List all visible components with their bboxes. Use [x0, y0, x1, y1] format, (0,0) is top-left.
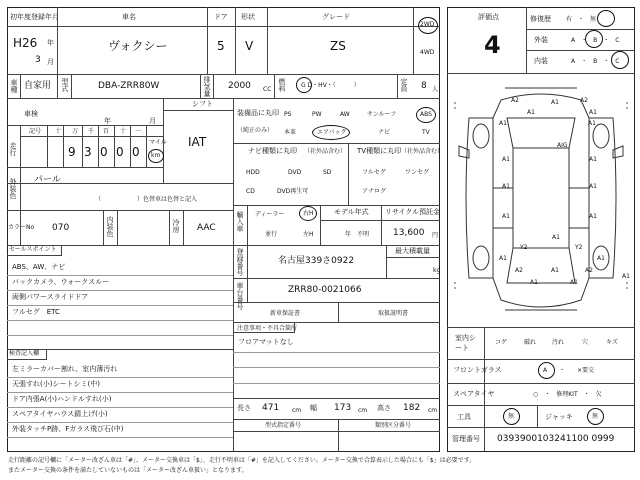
- seat-item: キズ: [606, 339, 618, 346]
- int-score-label: 内装: [534, 57, 548, 65]
- damage-mark: A2: [585, 267, 593, 274]
- tv-item: アナログ: [362, 188, 387, 195]
- ac-type: AAC: [197, 223, 216, 233]
- ext-score-options: A ・ B ・ C: [571, 37, 620, 44]
- import-parallel: 並行: [265, 231, 278, 238]
- damage-mark: A1: [570, 279, 578, 286]
- damage-mark: A1: [499, 120, 507, 127]
- navi-label: ナビ種類に丸印: [248, 147, 297, 155]
- damage-mark: A1: [589, 183, 597, 190]
- damage-mark: A1: [589, 156, 597, 163]
- equipment-item: TV: [422, 129, 430, 136]
- exterior-note: （ ）色替車は色替と記入: [95, 196, 198, 203]
- doors-label: ドア: [214, 13, 228, 21]
- capacity-unit: 人: [432, 86, 439, 93]
- recycle-amount: 13,600: [393, 228, 425, 238]
- length: 471: [262, 403, 280, 413]
- mileage-digit: 0: [116, 145, 124, 159]
- sales-point-item: 両側パワースライドドア: [12, 293, 89, 301]
- damage-mark: A1: [527, 109, 535, 116]
- inspector-item: スペアタイヤハウス錆上げ(小): [12, 410, 108, 418]
- equipment-sub: （純正のみ）: [237, 127, 274, 134]
- damage-mark: AIG: [557, 142, 568, 149]
- displacement-label: 排気量: [203, 76, 211, 97]
- seat-item: コゲ: [495, 339, 508, 346]
- sales-point-item: ABS、AW、ナビ: [12, 263, 66, 271]
- mileage-digit-label: 千: [88, 128, 95, 135]
- inspector-item: ドア内張A(小)ハンドルすれ(小): [12, 395, 112, 403]
- ext-score-circle: [585, 30, 603, 48]
- chassis-number: ZRR80-0021066: [288, 285, 362, 295]
- first-reg-year-unit: 年: [47, 39, 54, 47]
- first-reg-month-unit: 月: [47, 58, 54, 66]
- exterior-label: 外装色: [9, 178, 17, 199]
- tools-options: 無: [508, 413, 515, 420]
- cc-unit: CC: [263, 86, 272, 93]
- import-right: 右H: [303, 210, 314, 217]
- max-load-label: 最大積載量: [395, 247, 430, 255]
- inspector-item: 左ミラーカバー割れ、室内薄汚れ: [12, 365, 118, 373]
- mileage-digit-label: 一: [135, 128, 142, 135]
- interior-color-label: 内装色: [106, 216, 114, 237]
- mileage-label: 走行: [9, 142, 17, 156]
- footer-note-2: またメーター交換の条件を満たしていないものは「メーター改ざん車扱い」となります。: [8, 467, 248, 474]
- inspector-label: 検査記入欄: [9, 350, 40, 357]
- equipment-item: ABS: [420, 111, 432, 118]
- damage-mark: A1: [552, 234, 560, 241]
- mileage-digit-label: 万: [72, 128, 79, 135]
- navi-item: SD: [323, 169, 332, 176]
- inspection-label: 車検: [24, 110, 38, 118]
- notes-value: フロアマットなし: [238, 338, 294, 346]
- color-code-label: カラーNo: [8, 224, 35, 231]
- color-code: 070: [52, 223, 70, 233]
- mileage-digit-label: 十: [120, 128, 127, 135]
- displacement: 2000: [228, 81, 251, 91]
- equipment-item: エアバック: [317, 129, 347, 136]
- damage-mark: A1: [588, 120, 596, 127]
- navi-item: DVD: [288, 169, 302, 176]
- damage-mark: A1: [502, 156, 510, 163]
- recycle-yen: 円: [432, 232, 439, 239]
- capacity-label: 定員: [400, 78, 408, 92]
- mgmt-label: 管理番号: [452, 435, 480, 443]
- fuel-options: G D・HV・（ ）: [301, 82, 360, 89]
- equipment-item: PW: [312, 111, 322, 118]
- damage-mark: Y2: [575, 244, 583, 251]
- seat-label: 室内シート: [455, 334, 476, 352]
- damage-mark: A2: [580, 97, 588, 104]
- recycle-label: リサイクル預託金: [385, 208, 441, 216]
- grade: ZS: [330, 39, 346, 53]
- shift-label: シフト: [192, 100, 213, 108]
- import-left: 左H: [303, 231, 314, 238]
- car-name-label: 車名: [122, 13, 136, 21]
- shift: IAT: [188, 135, 207, 149]
- navi-item: HDD: [246, 169, 260, 176]
- equipment-item: 本革: [284, 129, 297, 136]
- model: DBA-ZRR80W: [98, 81, 160, 91]
- damage-mark: A2: [515, 267, 523, 274]
- exterior-color: パール: [34, 175, 61, 185]
- tools-label: 工具: [457, 413, 471, 421]
- int-score-options: A ・ B ・ C: [571, 58, 620, 65]
- height-label: 高さ: [377, 404, 391, 412]
- inspector-item: 外装タッチP跡、Fガラス飛び石(中): [12, 425, 124, 433]
- import-dealer: ディーラー: [255, 211, 285, 218]
- jack-label: ジャッキ: [545, 413, 573, 421]
- first-reg-year: H26: [13, 36, 38, 50]
- front-glass-label: フロントガラス: [453, 366, 502, 374]
- capacity: 8: [421, 81, 427, 91]
- damage-mark: A1: [551, 99, 559, 106]
- damage-mark: A1: [530, 279, 538, 286]
- footer-note-1: 走行距離の記号欄に「メーター改ざん車は「#」、メーター交換車は「$」、走行不明車は「#」を記入してください。メーター交換で合算表示した場合にも「$」は必要です。: [8, 457, 476, 464]
- tv-item: フルセグ: [362, 169, 386, 176]
- model-year: 年 不明: [345, 231, 370, 238]
- length-label: 長さ: [237, 404, 251, 412]
- shape-label: 形状: [241, 13, 255, 21]
- plate-number: 名古屋339さ0922: [278, 256, 355, 266]
- damage-mark: A2: [511, 97, 519, 104]
- tv-label: TV種類に丸印: [357, 147, 402, 155]
- inspector-item: 天張すれ(小)シートシミ(中): [12, 380, 100, 388]
- equipment-item: ナビ: [378, 129, 391, 136]
- category-no-label: 類別区分番号: [375, 422, 412, 429]
- repair-options: 有 ・ 無: [566, 16, 597, 23]
- damage-mark: A1: [502, 213, 510, 220]
- damage-mark: A1: [589, 213, 597, 220]
- damage-mark: A1: [502, 183, 510, 190]
- chassis-label: 車台番号: [236, 282, 244, 310]
- new-car-warranty: 新車保証書: [270, 310, 301, 317]
- owner-manual: 取扱説明書: [378, 310, 409, 317]
- type-no-label: 型式指定番号: [265, 422, 302, 429]
- equipment-item: AW: [340, 111, 350, 118]
- drive-4wd: 4WD: [420, 49, 435, 56]
- mileage-digit: 3: [84, 145, 92, 159]
- front-glass-options: A ・ ×要交: [543, 367, 595, 374]
- repair-label: 修復歴: [530, 15, 551, 23]
- shape: V: [245, 39, 254, 53]
- drive-2wd: 2WD: [420, 21, 435, 28]
- inspection-year-unit: 年: [104, 117, 111, 125]
- damage-mark: A1: [622, 273, 630, 280]
- ext-score-label: 外装: [534, 36, 548, 44]
- inspection-month-unit: 月: [149, 117, 156, 125]
- tv-sub: （社外品含む）: [401, 148, 444, 155]
- damage-mark: Y2: [520, 244, 528, 251]
- max-load-unit: kg: [433, 267, 441, 274]
- ac-label: 冷房: [172, 219, 180, 233]
- car-type-label: 車種: [10, 79, 18, 93]
- model-label: 型式: [61, 78, 69, 92]
- mileage-unit-mile: マイル: [149, 139, 167, 146]
- sales-point-item: フルセグ ETC: [12, 308, 60, 316]
- mileage-unit-km: km: [151, 152, 161, 159]
- navi-item: CD: [246, 188, 255, 195]
- navi-item: DVD再生可: [277, 188, 309, 195]
- mileage-digit-label: 百: [103, 128, 110, 135]
- equipment-label: 装備品に丸印: [237, 109, 279, 117]
- first-reg-month: 3: [35, 55, 41, 65]
- int-score-circle: [611, 51, 629, 69]
- navi-sub: （社外品含む）: [304, 148, 347, 155]
- mileage-digit: 0: [100, 145, 108, 159]
- damage-mark: A1: [551, 267, 559, 274]
- mileage-digit: 0: [132, 145, 140, 159]
- repair-circle: [597, 10, 615, 27]
- use-type: 自家用: [24, 81, 52, 91]
- sales-point-item: バックカメラ、ウォークスルー: [12, 278, 110, 286]
- spare-tire-label: スペアタイヤ: [453, 390, 495, 398]
- equipment-item: サンルーフ: [367, 111, 397, 118]
- notes-label: 注意事項・不具合箇所: [237, 325, 298, 332]
- mileage-digit-label: 十: [55, 128, 62, 135]
- import-label: 輸入車: [236, 211, 244, 232]
- first-reg-label: 初年度登録年月: [10, 13, 59, 21]
- height-unit: cm: [428, 407, 438, 414]
- fuel-label: 燃料: [278, 78, 286, 92]
- height: 182: [403, 403, 421, 413]
- length-unit: cm: [292, 407, 302, 414]
- mgmt-number: 0393900103241100 0999: [497, 434, 615, 444]
- mileage-record-label: 記号: [29, 128, 42, 135]
- width: 173: [334, 403, 352, 413]
- grade-label: グレード: [322, 13, 350, 21]
- sales-points-label: セールスポイント: [9, 246, 57, 253]
- jack-options: 無: [592, 413, 599, 420]
- seat-item: 汚れ: [552, 339, 565, 346]
- damage-mark: A1: [597, 255, 605, 262]
- car-name: ヴォクシー: [108, 39, 168, 53]
- damage-mark: A1: [589, 109, 597, 116]
- damage-mark: A1: [499, 255, 507, 262]
- score-label: 評価点: [478, 13, 499, 21]
- model-year-label: モデル年式: [334, 208, 369, 216]
- mileage-digit: 9: [68, 145, 76, 159]
- equipment-item: PS: [284, 111, 292, 118]
- score-value: 4: [484, 31, 501, 59]
- spare-tire-options: ○ ・ 修理KIT ・ 欠: [533, 391, 602, 398]
- doors: 5: [217, 39, 225, 53]
- width-label: 幅: [310, 404, 317, 412]
- damage-diagram: [449, 78, 633, 324]
- seat-item: 穴: [582, 339, 589, 346]
- seat-item: 破れ: [524, 339, 537, 346]
- tv-item: ワンセグ: [405, 169, 430, 176]
- width-unit: cm: [358, 407, 368, 414]
- plate-label: 登録番号: [236, 248, 244, 276]
